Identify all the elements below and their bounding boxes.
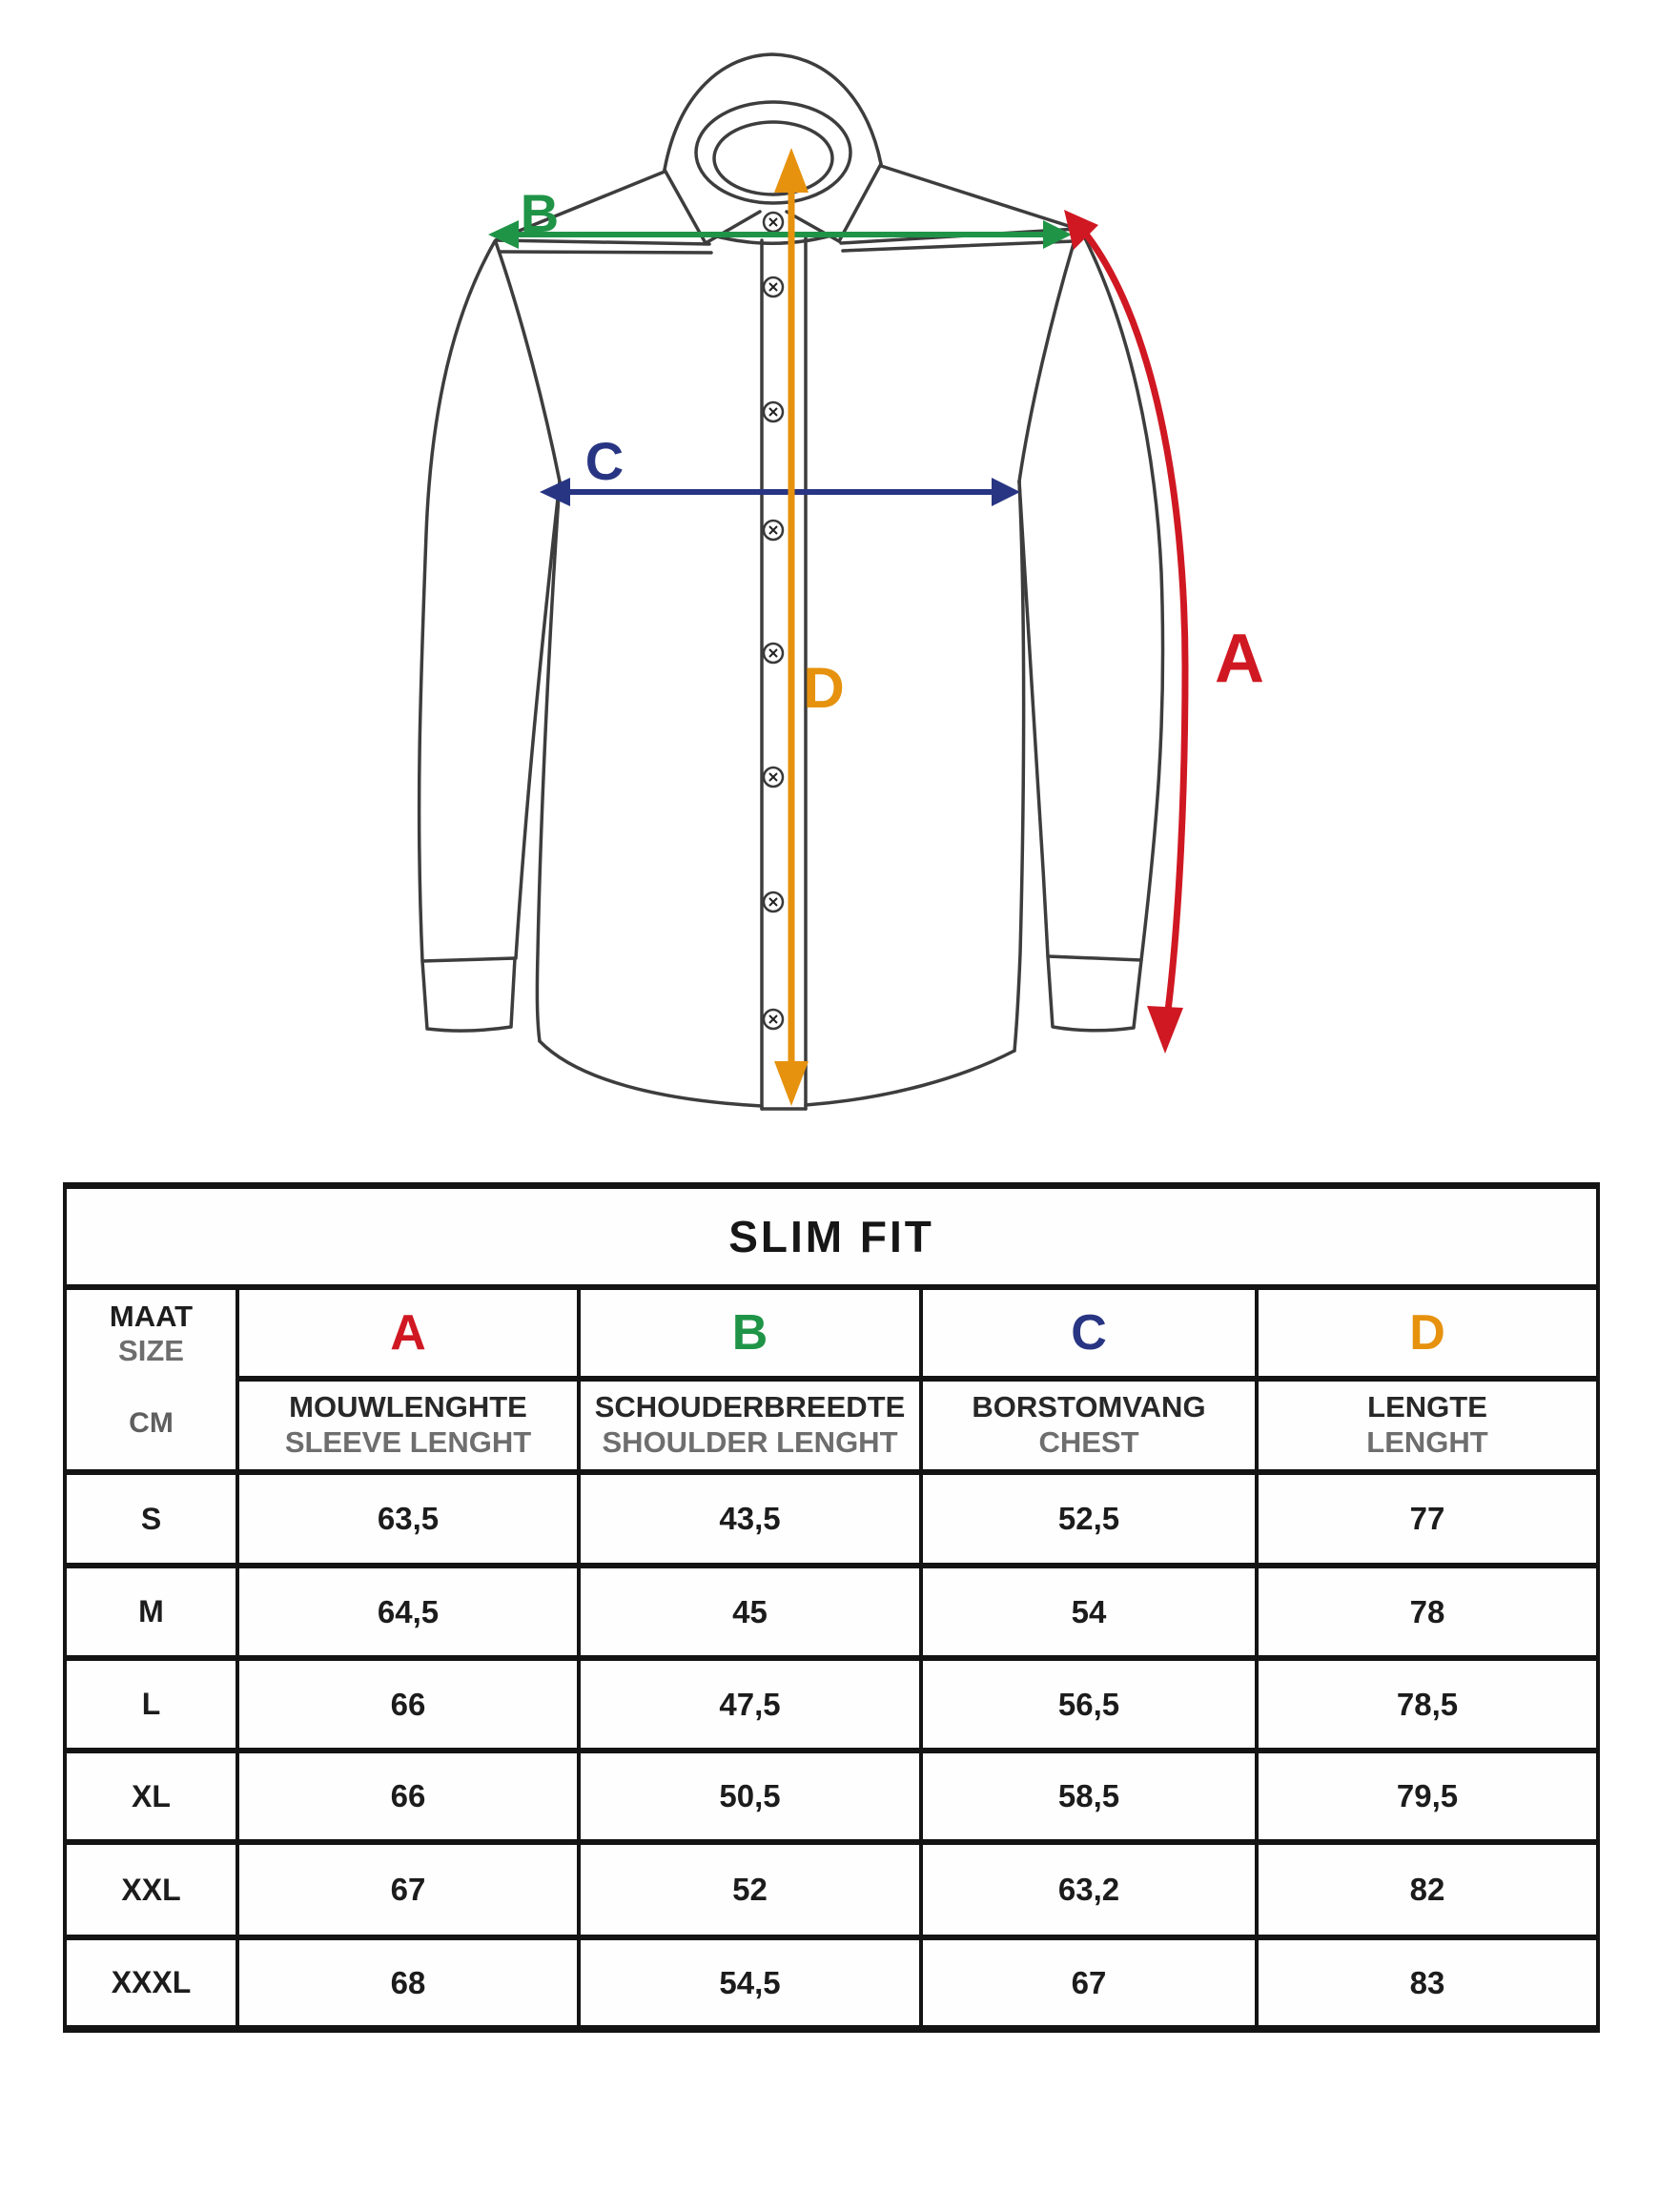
column-letter-b: B — [579, 1287, 921, 1379]
name-header-row — [65, 1379, 1598, 1472]
shirt-buttons — [764, 213, 783, 1029]
column-name-c: BORSTOMVANG CHEST — [921, 1379, 1257, 1472]
column-letter-a: A — [237, 1287, 579, 1379]
label-c: C — [584, 431, 625, 491]
table-row-m: M 64,5 45 54 78 — [65, 1566, 1598, 1658]
size-table — [63, 1182, 1600, 2033]
column-letter-c: C — [921, 1287, 1257, 1379]
table-title-row — [65, 1186, 1598, 1288]
label-a: A — [1215, 621, 1264, 697]
table-row-xxl: XXL 67 52 63,2 82 — [65, 1842, 1598, 1937]
size-header-nl: MAAT — [109, 1300, 194, 1334]
table-row-s: S 63,5 43,5 52,5 77 — [65, 1472, 1598, 1566]
label-b: B — [520, 183, 560, 243]
size-header-cell — [65, 1287, 237, 1472]
size-header-en: SIZE — [118, 1334, 184, 1367]
fit-title: SLIM FIT — [65, 1186, 1598, 1288]
column-name-a: MOUWLENGHTE SLEEVE LENGHT — [237, 1379, 579, 1472]
column-name-b: SCHOUDERBREEDTE SHOULDER LENGHT — [579, 1379, 921, 1472]
table-row-xl: XL 66 50,5 58,5 79,5 — [65, 1751, 1598, 1842]
column-name-d: LENGTE LENGHT — [1257, 1379, 1598, 1472]
column-letter-d: D — [1257, 1287, 1598, 1379]
table-row-xxxl: XXXL 68 54,5 67 83 — [65, 1937, 1598, 2029]
unit-label: CM — [129, 1407, 174, 1439]
letter-header-row — [65, 1287, 1598, 1379]
label-d: D — [803, 656, 845, 720]
table-row-l: L 66 47,5 56,5 78,5 — [65, 1658, 1598, 1751]
